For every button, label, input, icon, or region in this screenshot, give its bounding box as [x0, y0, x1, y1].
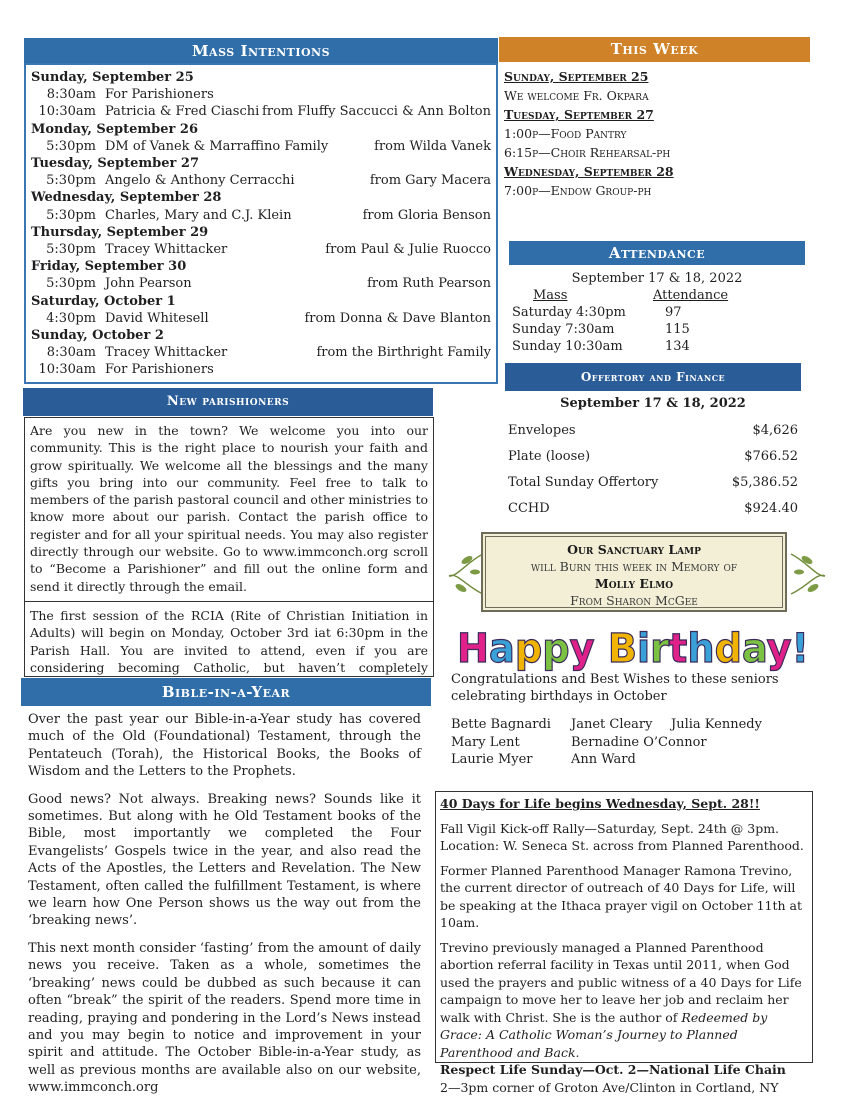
attendance-row: [509, 304, 805, 321]
mass-intentions-list: [24, 63, 498, 384]
mass-intention-from: from Paul & Julie Ruocco: [325, 242, 491, 258]
mass-intention-name: Tracey Whittacker: [105, 345, 228, 361]
bible-paragraph: Good news? Not always. Breaking news? Sounds like it sometimes. But along with he Old Testament books of the Bible, most importantly we completed the Four Evangelists’ Gospels twice in the year, and also read the Acts of the Apostles, the Letters and Revelation. The New Testament, often called the fulfillment Testament, is where we learn how One Person shows us the way out from the ‘breaking news’.: [28, 791, 421, 929]
week-day-heading: Wednesday, September 28: [504, 164, 674, 179]
forty-days-speaker: Former Planned Parenthood Manager Ramona Trevino, the current director of outreach of 40 Days for Life, will be speaking at the Ithaca prayer vigil on October 11th at 10am.: [440, 862, 803, 930]
week-event: We welcome Fr. Okpara: [504, 88, 649, 103]
birthday-row: [451, 734, 811, 752]
attendance-count: 97: [665, 305, 682, 320]
attendance-count: 115: [665, 322, 690, 337]
birthday-title-letter: y: [569, 626, 596, 672]
birthday-title-letter: B: [607, 626, 639, 672]
mass-intention-from: from Ruth Pearson: [367, 276, 491, 292]
offertory-label: Plate (loose): [508, 449, 591, 464]
mass-time: 4:30pm: [46, 310, 96, 326]
mass-day-heading: Tuesday, September 27: [31, 156, 200, 172]
attendance-table: [509, 270, 805, 355]
mass-intention-from: [214, 361, 491, 378]
mass-time: 5:30pm: [46, 207, 96, 223]
attendance-row: [509, 338, 805, 355]
mass-intention-name: Patricia & Fred Ciaschi: [105, 104, 260, 120]
mass-intention-from: from Donna & Dave Blanton: [304, 310, 491, 326]
week-event: 1:00p—Food Pantry: [504, 126, 627, 141]
mass-intention-row: [31, 275, 491, 292]
birthday-name: Julia Kennedy: [671, 717, 762, 732]
sanctuary-lamp-notice: [481, 532, 787, 612]
mass-time: 10:30am: [38, 362, 96, 378]
mass-intention-from: from Wilda Vanek: [374, 138, 491, 154]
offertory-amount: $924.40: [744, 501, 798, 516]
mass-intention-row: [31, 241, 491, 258]
mass-day-heading: Thursday, September 29: [31, 224, 209, 240]
mass-time: 10:30am: [38, 104, 96, 120]
mass-day-heading: Friday, September 30: [31, 259, 187, 275]
mass-intention-name: For Parishioners: [105, 362, 214, 378]
birthday-name: Laurie Myer: [451, 752, 533, 767]
new-parishioners-box: [24, 417, 434, 677]
mass-time: 8:30am: [46, 87, 96, 103]
mass-intention-from: from Gloria Benson: [362, 207, 491, 223]
new-parishioners-text: Are you new in the town? We welcome you into our community. This is the right place to nourish your faith and grow spiritually. We welcome all the blessings and the many gifts you bring into our community. Feel free to talk to members of the parish pastoral council and other ministries to know more about our parish. Contact the parish office to register and for all your spiritual needs. You may also register directly through our website. Go to www.immconch.org scroll to “Become a Parishioner” and fill out the online form and send it directly through the email.: [30, 423, 428, 594]
offertory-row: [508, 420, 798, 446]
mass-intention-from: from Fluffy Saccucci & Ann Bolton: [262, 104, 491, 120]
week-event: 6:15p—Choir Rehearsal-ph: [504, 145, 671, 160]
birthday-title-letter: p: [514, 626, 544, 672]
attendance-mass: Sunday 7:30am: [512, 322, 615, 337]
bible-in-a-year-header: Bible-in-a-Year: [21, 678, 431, 706]
birthday-title-letter: [595, 626, 608, 672]
attendance-col-mass: Mass: [533, 288, 568, 303]
mass-intention-row: [31, 344, 491, 361]
birthday-title-letter: p: [542, 626, 571, 672]
attendance-header: Attendance: [509, 241, 805, 265]
mass-intention-name: For Parishioners: [105, 87, 214, 103]
mass-intentions-header: Mass Intentions: [24, 38, 498, 64]
offertory-row: [508, 446, 798, 472]
offertory-label: Envelopes: [508, 423, 576, 438]
mass-intention-from: from the Birthright Family: [316, 345, 491, 361]
birthday-title-letter: h: [687, 626, 716, 672]
mass-intention-row: [31, 138, 491, 155]
birthday-name: Ann Ward: [571, 752, 636, 767]
forty-days-title: 40 Days for Life begins Wednesday, Sept. 28!!: [440, 796, 760, 811]
week-day-heading: Sunday, September 25: [504, 69, 649, 84]
bible-paragraph: This next month consider ‘fasting’ from the amount of daily news you receive. Taken as a whole, sometimes the ‘breaking’ news could be dubbed as such because it can often “break” the spirit of the readers. Spend more time in reading, praying and pondering in the Lord’s News instead and you may begin to notice and improvement in your spirit and attitude. The October Bible-in-a-Year study, as well as previous months are available also on our website, www.immconch.org: [28, 940, 421, 1096]
mass-intention-row: [31, 207, 491, 224]
attendance-rows: [509, 304, 805, 355]
mass-day-heading: Sunday, September 25: [31, 70, 194, 85]
offertory-row: [508, 472, 798, 498]
this-week-header: This Week: [499, 37, 810, 62]
lamp-donor: From Sharon McGee: [570, 593, 698, 608]
forty-days-bio: Trevino previously managed a Planned Parenthood abortion referral facility in Texas until 2011, when God used the prayers and public witness of a 40 Days for Life campaign to move her to leave her job and reclaim her walk with Christ. She is the author of Redeemed by Grace: A Catholic Woman’s Journey to Planned Parenthood and Back.: [440, 939, 802, 1060]
mass-intention-row: [31, 310, 491, 327]
birthday-title-letter: t: [669, 626, 689, 672]
lamp-line: will Burn this week in Memory of: [530, 559, 738, 574]
happy-birthday-title: [455, 620, 815, 672]
mass-intention-row: [31, 172, 491, 189]
week-day-heading: Tuesday, September 27: [504, 107, 654, 122]
birthday-title-letter: d: [714, 626, 744, 672]
mass-intention-name: Charles, Mary and C.J. Klein: [105, 207, 292, 223]
this-week-list: [504, 67, 810, 200]
mass-day-heading: Saturday, October 1: [31, 293, 176, 309]
forty-days-notice: [435, 791, 813, 1095]
offertory-table: [508, 420, 798, 524]
birthday-title-letter: r: [650, 626, 670, 672]
mass-day-heading: Wednesday, September 28: [31, 190, 222, 206]
birthday-names: [451, 716, 811, 769]
mass-intention-name: David Whitesell: [105, 310, 209, 326]
mass-intention-name: John Pearson: [105, 276, 192, 292]
attendance-date: September 17 & 18, 2022: [571, 271, 743, 286]
mass-time: 5:30pm: [46, 138, 96, 154]
rcia-notice: The first session of the RCIA (Rite of Christian Initiation in Adults) will begin on Monday, October 3rd iat 6:30pm in the Parish Hall. You are invited to attend, even if you are considering becoming Catholic, but haven’t completely: [25, 601, 433, 698]
birthday-title-letter: H: [457, 626, 491, 672]
offertory-row: [508, 498, 798, 524]
forty-days-rally: Fall Vigil Kick-off Rally—Saturday, Sept. 24th @ 3pm. Location: W. Seneca St. across from Planned Parenthood.: [440, 820, 804, 853]
offertory-label: Total Sunday Offertory: [508, 475, 659, 490]
mass-intention-name: DM of Vanek & Marraffino Family: [105, 138, 329, 154]
attendance-mass: Sunday 10:30am: [512, 339, 623, 354]
mass-time: 5:30pm: [46, 276, 96, 292]
attendance-header-row: [509, 287, 805, 304]
respect-life-title: Respect Life Sunday—Oct. 2—National Life Chain: [440, 1062, 786, 1077]
attendance-mass: Saturday 4:30pm: [512, 305, 626, 320]
offertory-label: CCHD: [508, 501, 550, 516]
attendance-row: [509, 321, 805, 338]
birthday-name: Janet Cleary: [571, 717, 653, 732]
mass-intention-row: [31, 86, 491, 103]
mass-intention-name: Tracey Whittacker: [105, 242, 228, 258]
bible-paragraph: Over the past year our Bible-in-a-Year study has covered much of the Old (Foundational) Testament, through the Pentateuch (Torah), the Historical Books, the Books of Wisdom and the Letters to the Prophets.: [28, 712, 421, 780]
birthday-title-letter: !: [791, 626, 810, 672]
book-title: Redeemed by Grace: A Catholic Woman’s Journey to Planned Parenthood and Back.: [440, 1009, 768, 1060]
birthday-name: Bernadine O’Connor: [571, 734, 707, 750]
mass-time: 5:30pm: [46, 242, 96, 258]
svg-text:Happy Birthday!: [457, 626, 809, 672]
birthday-title-letter: y: [766, 626, 793, 672]
birthday-title-letter: a: [489, 626, 517, 672]
mass-time: 5:30pm: [46, 173, 96, 189]
bible-in-a-year-text: [28, 711, 421, 1100]
respect-life-details: 2—3pm corner of Groton Ave/Clinton in Cortland, NY: [440, 1079, 779, 1095]
mass-intention-row: [31, 103, 491, 120]
lamp-title: Our Sanctuary Lamp: [567, 542, 701, 557]
mass-intention-from: [214, 86, 491, 103]
new-parishioners-header: New parishioners: [23, 388, 433, 416]
offertory-amount: $766.52: [744, 449, 798, 464]
mass-intention-row: [31, 361, 491, 378]
attendance-col-count: Attendance: [653, 288, 729, 303]
birthday-row: [451, 716, 811, 734]
mass-day-heading: Sunday, October 2: [31, 328, 164, 344]
mass-day-heading: Monday, September 26: [31, 121, 198, 137]
birthday-title-letter: i: [637, 626, 651, 672]
attendance-count: 134: [665, 339, 690, 354]
offertory-date: September 17 & 18, 2022: [560, 396, 746, 411]
birthday-title-letter: a: [741, 626, 768, 672]
week-event: 7:00p—Endow Group-ph: [504, 183, 652, 198]
offertory-amount: $4,626: [752, 423, 798, 438]
birthday-intro: Congratulations and Best Wishes to these seniors celebrating birthdays in October: [451, 672, 779, 704]
mass-intention-name: Angelo & Anthony Cerracchi: [105, 173, 295, 189]
offertory-amount: $5,386.52: [731, 475, 798, 490]
mass-time: 8:30am: [46, 345, 96, 361]
offertory-header: Offertory and Finance: [505, 363, 801, 391]
mass-intention-from: from Gary Macera: [369, 173, 491, 189]
birthday-row: [451, 751, 811, 769]
lamp-memory-name: Molly Elmo: [594, 576, 674, 591]
birthday-name: Bette Bagnardi: [451, 717, 551, 732]
birthday-name: Mary Lent: [451, 734, 520, 750]
